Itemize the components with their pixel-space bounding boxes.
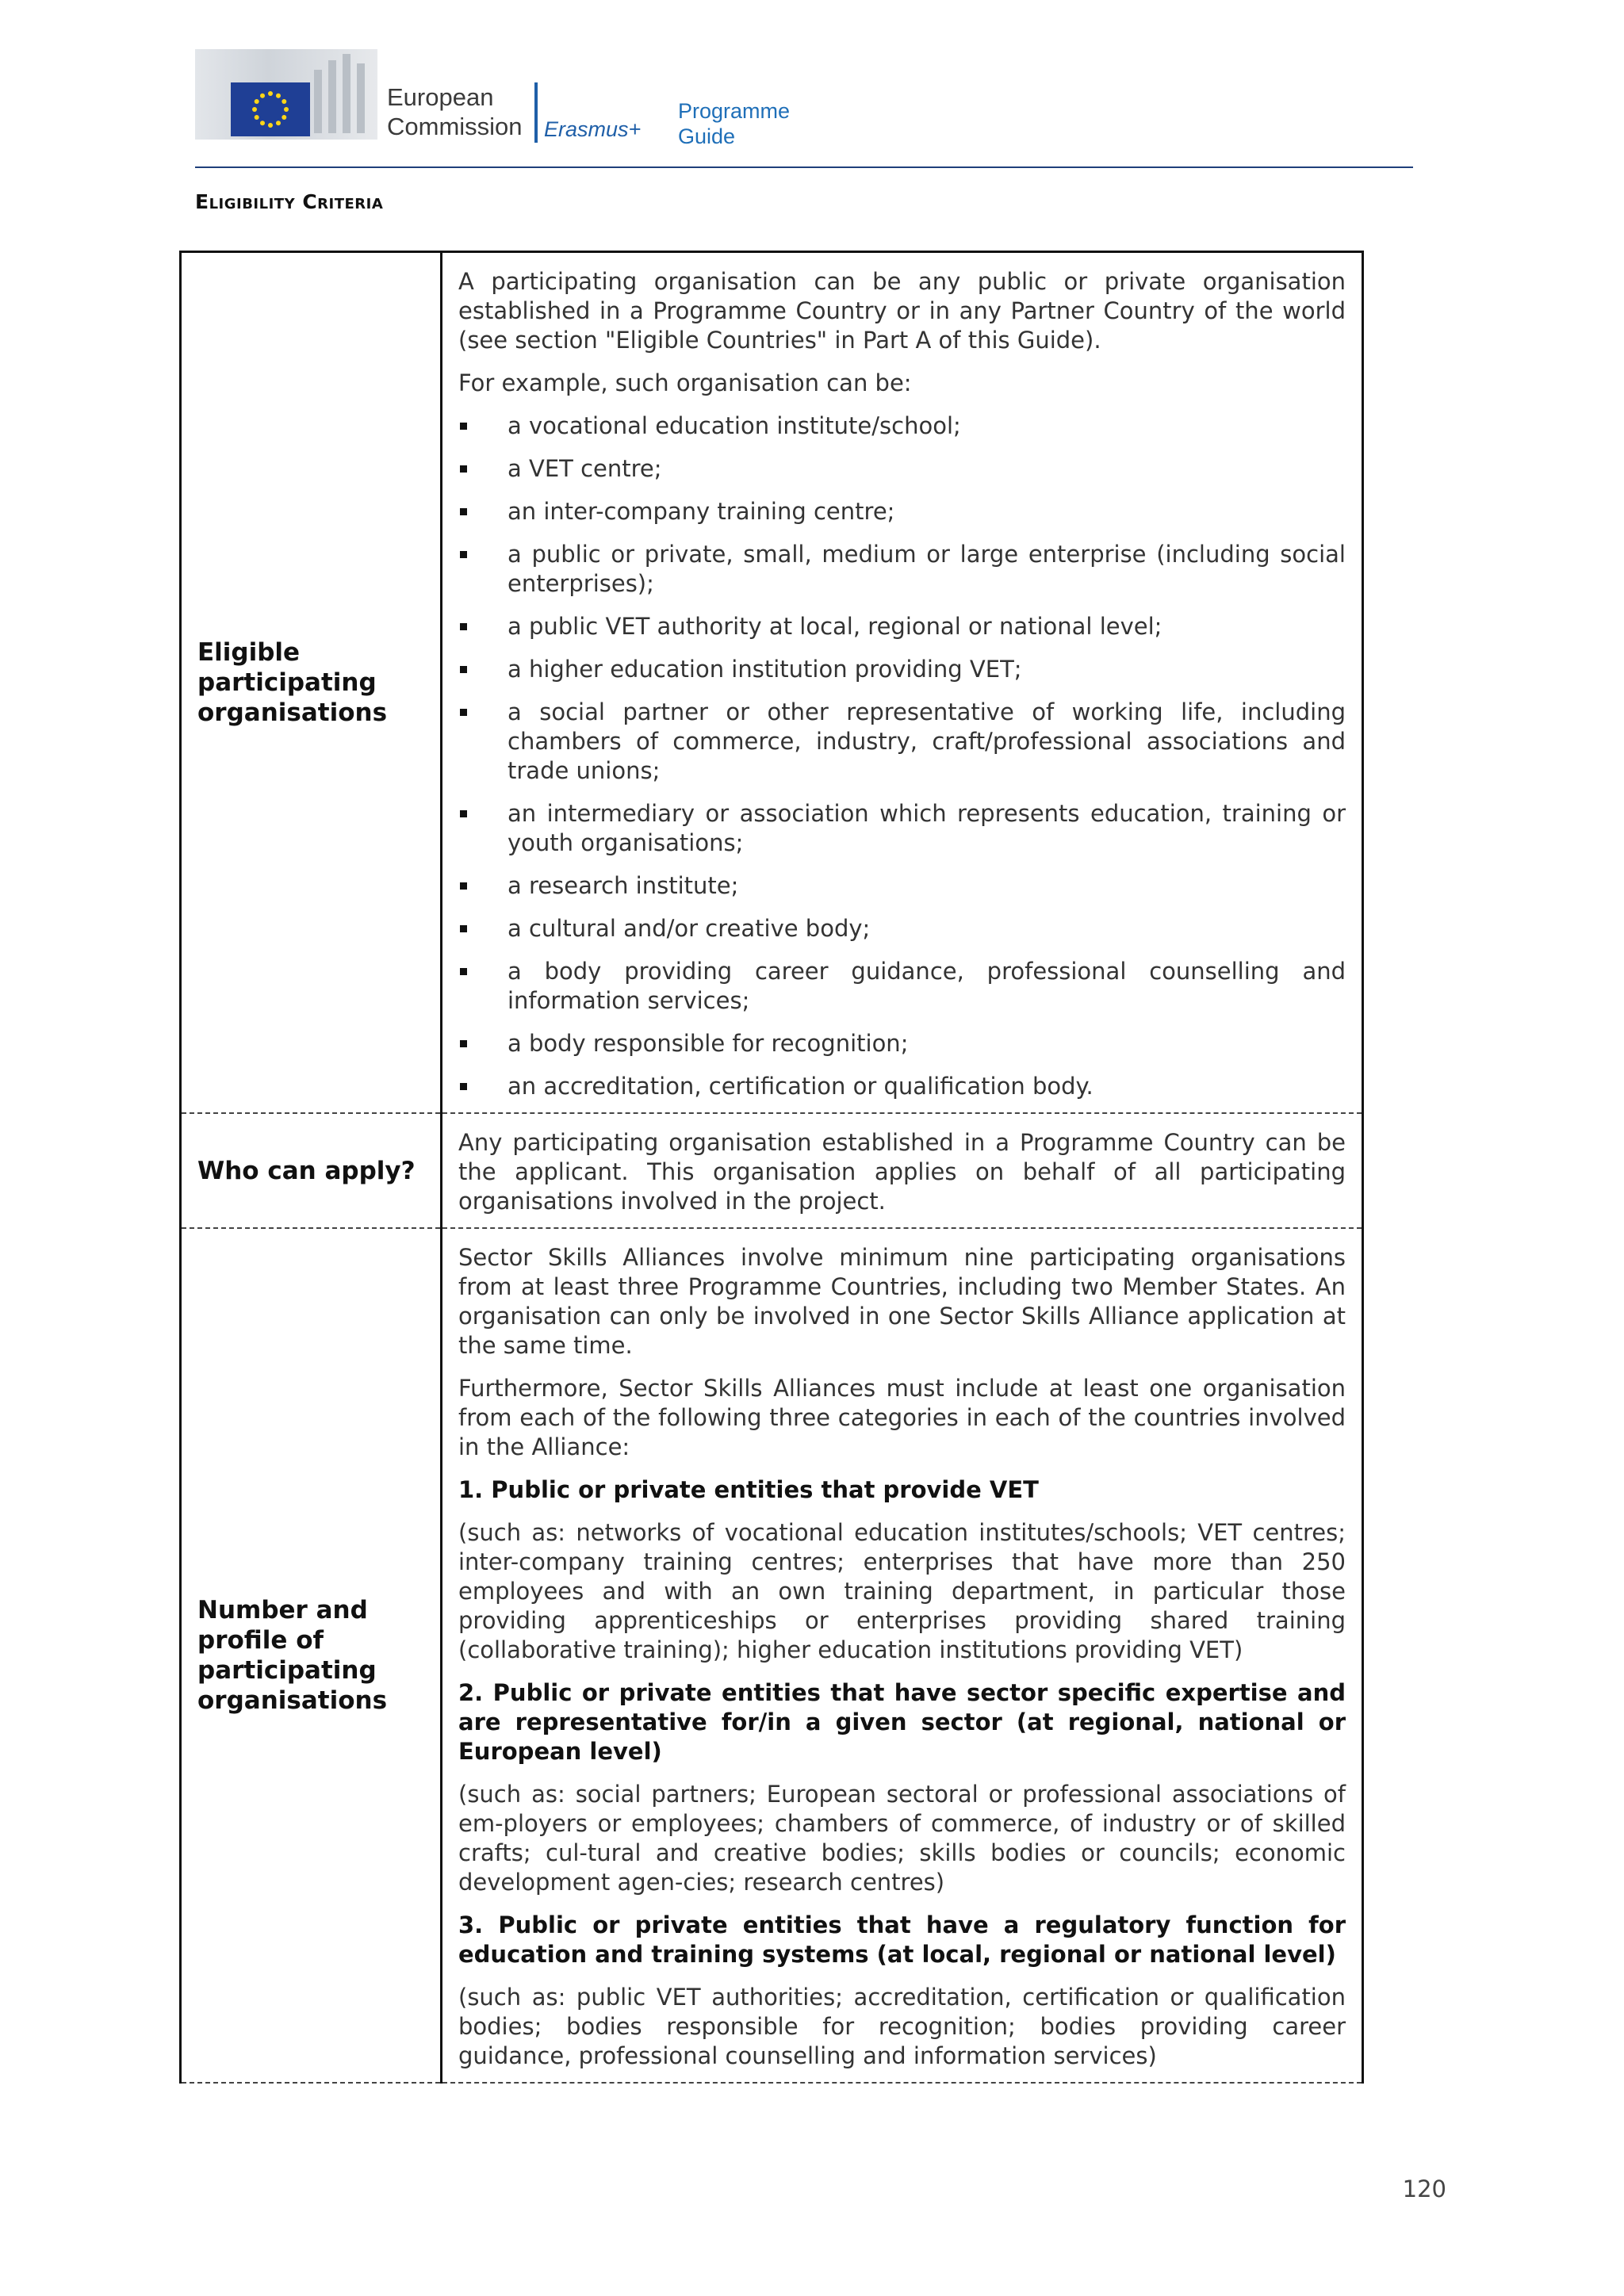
- list-item: [458, 1072, 1346, 1101]
- category-heading-3: 3. Public or private entities that have a regulatory function for education and training systems (at local, regional or national level): [458, 1911, 1346, 1968]
- list-item: [458, 1029, 1346, 1058]
- list-item: [458, 655, 1346, 684]
- table-row-number-and-profile: [181, 1228, 1363, 2083]
- list-item-text: a VET centre;: [508, 455, 662, 482]
- programme-guide-label: [678, 98, 790, 149]
- category-description-1: (such as: networks of vocational education institutes/schools; VET centres; inter-company training centres; enterprises that have more than 250 employees and with an own training department, in particular those providing apprenticeships or enterprises providing shared training (collaborative training); higher education institutions providing VET): [458, 1519, 1346, 1663]
- list-item: [458, 871, 1346, 901]
- list-item: [458, 454, 1346, 484]
- list-item: [458, 698, 1346, 786]
- org-line-2: Commission: [387, 113, 523, 140]
- page-number: 120: [1402, 2175, 1446, 2202]
- list-item-text: a public VET authority at local, regional or national level;: [508, 613, 1162, 640]
- paragraph: A participating organisation can be any public or private organisation established in a Programme Country or in any Partner Country of the world (see section "Eligible Countries" in Part A of this Guide).: [458, 268, 1346, 354]
- list-item-text: a public or private, small, medium or large enterprise (including social enterprises);: [508, 541, 1346, 597]
- paragraph: For example, such organisation can be:: [458, 369, 912, 396]
- paragraph: Furthermore, Sector Skills Alliances must include at least one organisation from each of the following three categories in each of the countries involved in the Alliance:: [458, 1375, 1346, 1460]
- list-item-text: a body providing career guidance, professional counselling and information services;: [508, 958, 1346, 1014]
- list-item-text: a social partner or other representative of working life, including chambers of commerce, industry, craft/professional associations and trade unions;: [508, 698, 1346, 784]
- bullet-icon: [460, 465, 467, 473]
- list-item: [458, 957, 1346, 1016]
- list-item-text: an accreditation, certification or qualification body.: [508, 1073, 1094, 1100]
- bullet-icon: [460, 508, 467, 515]
- list-item: [458, 799, 1346, 858]
- bullet-icon: [460, 709, 467, 716]
- eu-stars-icon: [231, 82, 310, 136]
- org-line-1: European: [387, 83, 494, 111]
- list-item: [458, 497, 1346, 526]
- category-heading-2: 2. Public or private entities that have sector specific expertise and are representative for/in a given sector (at regional, national or European level): [458, 1679, 1346, 1765]
- list-item-text: a body responsible for recognition;: [508, 1030, 909, 1057]
- bullet-icon: [460, 1040, 467, 1047]
- european-commission-logo: [195, 49, 377, 140]
- row-label: Who can apply?: [181, 1113, 442, 1228]
- list-item-text: a cultural and/or creative body;: [508, 915, 871, 942]
- bullet-icon: [460, 925, 467, 932]
- category-description-2: (such as: social partners; European sectoral or professional associations of em-ployers or employees; chambers of commerce, of industry or of skilled crafts; cul-tural and creative bodies; skills bodies or councils; economic development agen-cies; research centres): [458, 1781, 1346, 1896]
- list-item: [458, 411, 1346, 441]
- bullet-icon: [460, 1083, 467, 1090]
- guide-line-2: Guide: [678, 124, 736, 148]
- bullet-icon: [460, 623, 467, 630]
- logo-divider: [534, 82, 538, 143]
- list-item-text: a vocational education institute/school;: [508, 412, 961, 439]
- eligibility-criteria-table: [179, 251, 1364, 2084]
- list-item: [458, 612, 1346, 641]
- bullet-icon: [460, 810, 467, 817]
- category-heading-1: 1. Public or private entities that provide VET: [458, 1476, 1039, 1503]
- bullet-icon: [460, 968, 467, 975]
- row-label: Eligible participating organisations: [181, 252, 442, 1114]
- paragraph: Any participating organisation established in a Programme Country can be the applicant. This organisation applies on behalf of all participating organisations involved in the project.: [458, 1129, 1346, 1215]
- paragraph: Sector Skills Alliances involve minimum nine participating organisations from at least three Programme Countries, including two Member States. An organisation can only be involved in one Sector Skills Alliance application at the same time.: [458, 1244, 1346, 1359]
- organisation-type-list: [458, 411, 1346, 1101]
- section-title: Eligibility Criteria: [195, 190, 384, 213]
- bullet-icon: [460, 882, 467, 890]
- list-item-text: a research institute;: [508, 872, 739, 899]
- row-label: Number and profile of participating organisations: [181, 1228, 442, 2083]
- guide-line-1: Programme: [678, 99, 791, 123]
- bullet-icon: [460, 666, 467, 673]
- table-row-eligible-organisations: [181, 252, 1363, 1114]
- list-item-text: an intermediary or association which represents education, training or youth organisations;: [508, 800, 1346, 856]
- category-description-3: (such as: public VET authorities; accreditation, certification or qualification bodies; bodies responsible for recognition; bodies providing career guidance, professional counselling and information services): [458, 1984, 1346, 2069]
- table-row-who-can-apply: [181, 1113, 1363, 1228]
- erasmus-logo-text: Erasmus+: [544, 117, 642, 141]
- list-item-text: a higher education institution providing VET;: [508, 656, 1022, 683]
- bullet-icon: [460, 423, 467, 430]
- header-rule: [195, 166, 1413, 168]
- row-content: [442, 252, 1363, 1114]
- bullet-icon: [460, 551, 467, 558]
- list-item: [458, 540, 1346, 599]
- list-item: [458, 914, 1346, 943]
- row-content: [442, 1113, 1363, 1228]
- list-item-text: an inter-company training centre;: [508, 498, 895, 525]
- eu-flag-icon: [231, 82, 310, 136]
- organisation-name: [387, 82, 523, 141]
- row-content: [442, 1228, 1363, 2083]
